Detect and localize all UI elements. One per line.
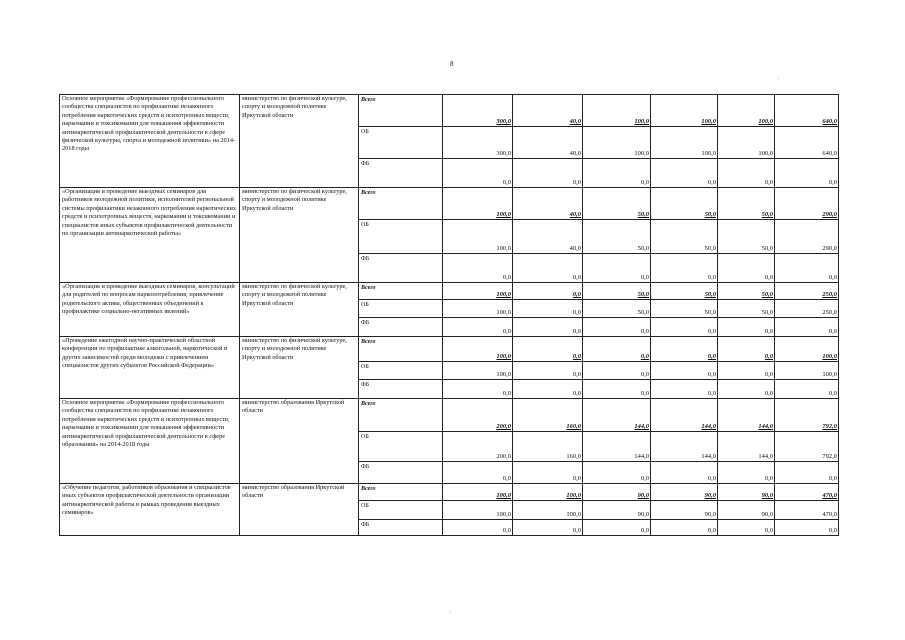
- amount-cell: 0,0: [718, 380, 775, 399]
- amount-cell: 40,0: [513, 127, 583, 159]
- amount-cell: 0,0: [583, 254, 651, 283]
- amount-cell: 792,0: [775, 432, 839, 462]
- amount-cell: 0,0: [718, 520, 775, 536]
- amount-cell: 0,0: [513, 520, 583, 536]
- amount-cell: 0,0: [718, 159, 775, 188]
- amount-cell: 100,0: [775, 362, 839, 380]
- amount-cell: 0,0: [775, 380, 839, 399]
- amount-cell: 100,0: [651, 95, 718, 127]
- amount-cell: 0,0: [583, 380, 651, 399]
- amount-cell: 300,0: [443, 95, 513, 127]
- amount-cell: 100,0: [443, 188, 513, 220]
- amount-cell: 144,0: [651, 399, 718, 432]
- amount-cell: 50,0: [583, 300, 651, 318]
- amount-cell: 100,0: [718, 95, 775, 127]
- amount-cell: 200,0: [443, 432, 513, 462]
- amount-cell: 144,0: [651, 432, 718, 462]
- amount-cell: 144,0: [583, 399, 651, 432]
- amount-cell: 0,0: [513, 462, 583, 484]
- amount-cell: 160,0: [513, 399, 583, 432]
- amount-cell: 0,0: [651, 318, 718, 337]
- amount-cell: 0,0: [651, 337, 718, 362]
- funding-source-label: Всего: [359, 95, 443, 127]
- amount-cell: 100,0: [718, 127, 775, 159]
- funding-source-label: Всего: [359, 188, 443, 220]
- amount-cell: 100,0: [775, 337, 839, 362]
- funding-source-label: Всего: [359, 399, 443, 432]
- amount-cell: 0,0: [513, 159, 583, 188]
- amount-cell: 100,0: [651, 127, 718, 159]
- amount-cell: 100,0: [443, 484, 513, 501]
- funding-source-label: ФБ: [359, 380, 443, 399]
- amount-cell: 0,0: [443, 520, 513, 536]
- amount-cell: 50,0: [583, 220, 651, 254]
- funding-source-label: ФБ: [359, 254, 443, 283]
- amount-cell: 100,0: [583, 95, 651, 127]
- amount-cell: 0,0: [513, 300, 583, 318]
- scan-speck: [778, 78, 779, 79]
- amount-cell: 470,0: [775, 501, 839, 520]
- measure-name: «Организация и проведение выездных семинаров для работников молодежной политики, исполнителей региональной системы профилактики незаконного потребления наркотических средств и психотропных веществ, наркомании и токсикомании и специалистов иных субъектов профилактической деятельности по организации антинаркотической работы»: [60, 188, 240, 283]
- funding-source-label: ФБ: [359, 318, 443, 337]
- amount-cell: 100,0: [513, 501, 583, 520]
- amount-cell: 0,0: [775, 520, 839, 536]
- amount-cell: 0,0: [583, 362, 651, 380]
- amount-cell: 144,0: [718, 432, 775, 462]
- amount-cell: 0,0: [775, 318, 839, 337]
- amount-cell: 0,0: [583, 337, 651, 362]
- amount-cell: 144,0: [718, 399, 775, 432]
- amount-cell: 0,0: [718, 318, 775, 337]
- funding-source-label: Всего: [359, 337, 443, 362]
- amount-cell: 0,0: [513, 362, 583, 380]
- table-row: [60, 188, 839, 220]
- funding-source-label: ОБ: [359, 127, 443, 159]
- amount-cell: 0,0: [443, 318, 513, 337]
- executor-name: министерство по физической культуре, спорту и молодежной политике Иркутской области: [240, 188, 359, 283]
- amount-cell: 0,0: [583, 462, 651, 484]
- amount-cell: 0,0: [651, 462, 718, 484]
- amount-cell: 0,0: [718, 362, 775, 380]
- amount-cell: 0,0: [718, 462, 775, 484]
- amount-cell: 90,0: [718, 484, 775, 501]
- amount-cell: 0,0: [443, 254, 513, 283]
- measure-name: «Обучение педагогов, работников образования и специалистов иных субъектов профилактической деятельности организации антинаркотической работы в рамках проведения выездных семинаров»: [60, 484, 240, 536]
- scan-speck: [155, 280, 156, 281]
- amount-cell: 50,0: [651, 188, 718, 220]
- amount-cell: 0,0: [583, 159, 651, 188]
- amount-cell: 160,0: [513, 432, 583, 462]
- table-row: [60, 399, 839, 432]
- executor-name: министерство по физической культуре, спорту и молодежной политике Иркутской области: [240, 337, 359, 399]
- amount-cell: 100,0: [443, 501, 513, 520]
- funding-source-label: ОБ: [359, 362, 443, 380]
- amount-cell: 50,0: [583, 188, 651, 220]
- table-row: [60, 283, 839, 300]
- amount-cell: 90,0: [583, 501, 651, 520]
- executor-name: министерство образования Иркутской области: [240, 399, 359, 484]
- amount-cell: 50,0: [718, 220, 775, 254]
- amount-cell: 0,0: [651, 380, 718, 399]
- amount-cell: 0,0: [443, 159, 513, 188]
- table-row: [60, 337, 839, 362]
- amount-cell: 100,0: [443, 283, 513, 300]
- executor-name: министерство по физической культуре, спорту и молодежной политике Иркутской области: [240, 283, 359, 337]
- table-row: [60, 484, 839, 501]
- amount-cell: 100,0: [443, 300, 513, 318]
- amount-cell: 100,0: [443, 362, 513, 380]
- measure-name: «Проведение ежегодной научно-практической областной конференции по профилактике алкогольной, наркотической и других зависимостей среди молодежи с привлечением специалистов других субъектов Российской Федерации»: [60, 337, 240, 399]
- amount-cell: 0,0: [718, 337, 775, 362]
- amount-cell: 0,0: [513, 337, 583, 362]
- amount-cell: 100,0: [443, 220, 513, 254]
- amount-cell: 0,0: [651, 159, 718, 188]
- amount-cell: 90,0: [651, 501, 718, 520]
- amount-cell: 0,0: [443, 380, 513, 399]
- funding-source-label: ФБ: [359, 159, 443, 188]
- amount-cell: 100,0: [443, 337, 513, 362]
- funding-source-label: Всего: [359, 283, 443, 300]
- funding-source-label: ФБ: [359, 520, 443, 536]
- funding-source-label: ОБ: [359, 300, 443, 318]
- funding-source-label: Всего: [359, 484, 443, 501]
- amount-cell: 640,0: [775, 127, 839, 159]
- amount-cell: 0,0: [651, 254, 718, 283]
- amount-cell: 250,0: [775, 283, 839, 300]
- amount-cell: 100,0: [583, 127, 651, 159]
- amount-cell: 40,0: [513, 95, 583, 127]
- scan-speck: [450, 612, 451, 613]
- funding-source-label: ОБ: [359, 501, 443, 520]
- amount-cell: 290,0: [775, 220, 839, 254]
- amount-cell: 0,0: [775, 159, 839, 188]
- amount-cell: 290,0: [775, 188, 839, 220]
- amount-cell: 0,0: [775, 254, 839, 283]
- amount-cell: 90,0: [718, 501, 775, 520]
- amount-cell: 0,0: [513, 318, 583, 337]
- funding-source-label: ОБ: [359, 432, 443, 462]
- amount-cell: 100,0: [513, 484, 583, 501]
- table-row: [60, 95, 839, 127]
- amount-cell: 470,0: [775, 484, 839, 501]
- amount-cell: 90,0: [583, 484, 651, 501]
- amount-cell: 0,0: [513, 254, 583, 283]
- executor-name: министерство по физической культуре, спорту и молодежной политике Иркутской области: [240, 95, 359, 188]
- amount-cell: 90,0: [651, 484, 718, 501]
- amount-cell: 50,0: [583, 283, 651, 300]
- amount-cell: 0,0: [443, 462, 513, 484]
- amount-cell: 300,0: [443, 127, 513, 159]
- amount-cell: 50,0: [718, 188, 775, 220]
- funding-source-label: ФБ: [359, 462, 443, 484]
- amount-cell: 0,0: [718, 254, 775, 283]
- amount-cell: 200,0: [443, 399, 513, 432]
- measure-name: Основное мероприятие «Формирование профессионального сообщества специалистов по профилактике незаконного потребления наркотических средств и психотропных веществ, наркомании и токсикомании для повышения эффективности антинаркотической профилактической деятельности в сфере образования» на 2014-2018 годы: [60, 399, 240, 484]
- amount-cell: 792,0: [775, 399, 839, 432]
- measure-name: Основное мероприятие «Формирование профессионального сообщества специалистов по профилактике незаконного потребления наркотических средств и психотропных веществ, наркомании и токсикомании для повышения эффективности антинаркотической профилактической деятельности в сфере физической культуры, спорта и молодежной политики» на 2014-2018 годы: [60, 95, 240, 188]
- amount-cell: 40,0: [513, 188, 583, 220]
- amount-cell: 0,0: [651, 520, 718, 536]
- page-number: 8: [450, 60, 454, 68]
- amount-cell: 0,0: [651, 362, 718, 380]
- amount-cell: 0,0: [583, 520, 651, 536]
- amount-cell: 0,0: [775, 462, 839, 484]
- amount-cell: 50,0: [651, 220, 718, 254]
- budget-table: [59, 94, 839, 536]
- amount-cell: 640,0: [775, 95, 839, 127]
- amount-cell: 0,0: [513, 380, 583, 399]
- executor-name: министерство образования Иркутской области: [240, 484, 359, 536]
- amount-cell: 50,0: [718, 300, 775, 318]
- amount-cell: 0,0: [513, 283, 583, 300]
- amount-cell: 50,0: [651, 300, 718, 318]
- amount-cell: 144,0: [583, 432, 651, 462]
- amount-cell: 50,0: [718, 283, 775, 300]
- amount-cell: 250,0: [775, 300, 839, 318]
- measure-name: «Организация и проведение выездных семинаров, консультаций для родителей по вопросам наркопотребления, привлечение родительского актива, общественных объединений к профилактике социально-негативных явлений»: [60, 283, 240, 337]
- funding-source-label: ОБ: [359, 220, 443, 254]
- amount-cell: 0,0: [583, 318, 651, 337]
- amount-cell: 50,0: [651, 283, 718, 300]
- table-body: [60, 95, 839, 536]
- amount-cell: 40,0: [513, 220, 583, 254]
